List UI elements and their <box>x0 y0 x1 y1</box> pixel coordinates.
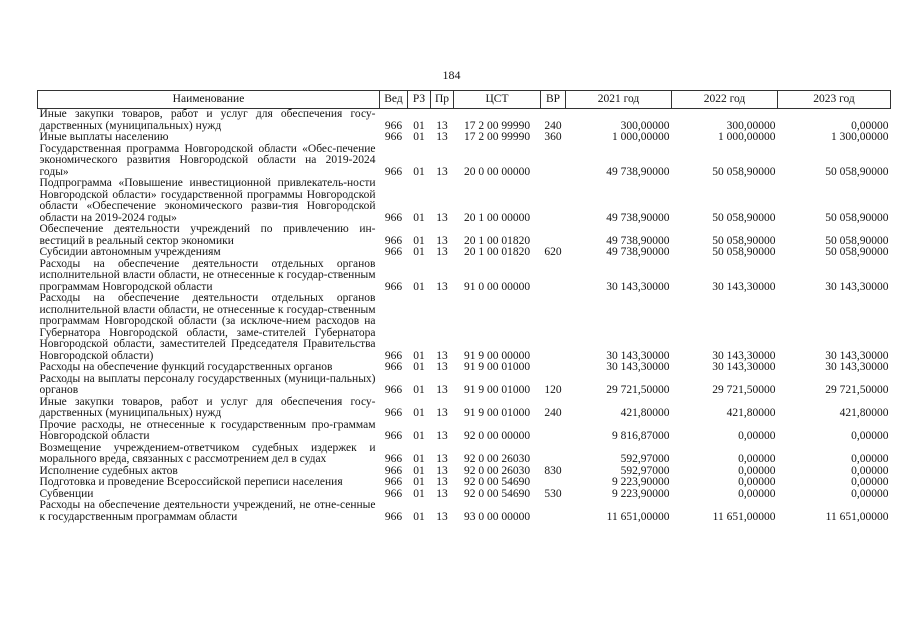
cell-rz: 01 <box>413 510 425 523</box>
cell-name: Возмещение учреждением-ответчиком судебных издержек и морального вреда, связанных с рассмотрением дел в судах <box>39 441 376 465</box>
cell-pr: 13 <box>436 407 448 419</box>
cell-ved: 966 <box>384 246 403 258</box>
cell-2023: 50 058,90000 <box>825 211 889 224</box>
table-row <box>38 178 891 224</box>
cell-rz: 01 <box>413 476 425 488</box>
table-row <box>38 144 891 179</box>
cell-2021: 1 000,00000 <box>612 131 670 143</box>
cell-cst: 91 0 00 00000 <box>463 280 531 293</box>
cell-ved: 966 <box>384 361 403 373</box>
cell-2022: 30 143,30000 <box>712 349 776 362</box>
cell-rz: 01 <box>413 464 425 477</box>
cell-name: Государственная программа Новгородской области «Обес-печение экономического развития Новгородской области на 2019-2024 годы» <box>39 142 376 178</box>
cell-2023: 50 058,90000 <box>825 234 889 247</box>
cell-cst: 92 0 00 26030 <box>463 453 531 465</box>
cell-2023: 29 721,50000 <box>825 384 889 396</box>
cell-2022: 50 058,90000 <box>712 165 776 178</box>
cell-2022: 29 721,50000 <box>712 384 776 396</box>
header-cst: ЦСТ <box>454 91 541 109</box>
header-2022: 2022 год <box>672 91 778 109</box>
header-2021: 2021 год <box>566 91 672 109</box>
cell-ved: 966 <box>384 119 403 132</box>
cell-2021: 9 223,90000 <box>612 476 670 488</box>
cell-2021: 592,97000 <box>620 453 670 465</box>
cell-rz: 01 <box>413 211 425 224</box>
cell-2021: 49 738,90000 <box>606 246 670 258</box>
cell-pr: 13 <box>436 280 448 293</box>
cell-cst: 20 1 00 01820 <box>463 246 531 258</box>
cell-rz: 01 <box>413 430 425 442</box>
cell-2023: 11 651,00000 <box>825 510 889 523</box>
cell-2022: 50 058,90000 <box>712 211 776 224</box>
cell-2022: 0,00000 <box>738 487 776 500</box>
cell-pr: 13 <box>436 131 448 143</box>
cell-cst: 92 0 00 00000 <box>463 430 531 442</box>
cell-vr <box>541 443 566 466</box>
cell-name: Иные закупки товаров, работ и услуг для обеспечения госу-дарственных (муниципальных) нужд <box>39 395 376 419</box>
header-rz: РЗ <box>408 91 431 109</box>
cell-rz: 01 <box>413 487 425 500</box>
cell-2023: 0,00000 <box>851 476 889 488</box>
table-row <box>38 374 891 397</box>
cell-2022: 50 058,90000 <box>712 234 776 247</box>
cell-vr: 360 <box>544 131 562 143</box>
cell-vr: 240 <box>544 407 562 419</box>
cell-pr: 13 <box>436 453 448 465</box>
cell-vr <box>541 362 566 374</box>
cell-2022: 421,80000 <box>726 407 776 419</box>
header-vr: ВР <box>541 91 566 109</box>
table-row <box>38 247 891 259</box>
cell-2021: 300,00000 <box>620 119 670 132</box>
cell-2021: 30 143,30000 <box>606 361 670 373</box>
cell-ved: 966 <box>384 430 403 442</box>
cell-2021: 592,97000 <box>620 464 670 477</box>
cell-vr: 830 <box>544 464 562 477</box>
cell-2021: 9 816,87000 <box>612 430 670 442</box>
cell-vr: 120 <box>544 384 562 396</box>
cell-ved: 966 <box>384 165 403 178</box>
cell-rz: 01 <box>413 119 425 132</box>
cell-ved: 966 <box>384 476 403 488</box>
table-row <box>38 420 891 443</box>
table-row <box>38 132 891 144</box>
cell-2023: 1 300,00000 <box>831 131 889 143</box>
cell-2022: 0,00000 <box>738 453 776 465</box>
cell-ved: 966 <box>384 280 403 293</box>
cell-pr: 13 <box>436 234 448 247</box>
cell-rz: 01 <box>413 165 425 178</box>
cell-name: Расходы на выплаты персоналу государственных (муници-пальных) органов <box>39 372 376 396</box>
cell-ved: 966 <box>384 131 403 143</box>
cell-pr: 13 <box>436 510 448 523</box>
cell-2021: 9 223,90000 <box>612 487 670 500</box>
cell-rz: 01 <box>413 349 425 362</box>
cell-name: Подготовка и проведение Всероссийской переписи населения <box>39 476 343 488</box>
cell-rz: 01 <box>413 246 425 258</box>
header-ved: Вед <box>380 91 408 109</box>
cell-name: Расходы на обеспечение деятельности отдельных органов исполнительной власти области, не отнесенные к государ-ственным программам Новгородской области (за исключе-нием расходов на Губернатора Новгородской области, заме-стителей Губернатора Новгородской области, заместителей Председателя Правительства Новгородской области) <box>39 292 376 362</box>
cell-2022: 0,00000 <box>738 476 776 488</box>
cell-vr <box>541 477 566 489</box>
cell-vr: 530 <box>544 487 562 500</box>
table-row <box>38 500 891 523</box>
table-row <box>38 477 891 489</box>
cell-2021: 49 738,90000 <box>606 165 670 178</box>
header-name: Наименование <box>38 91 380 109</box>
cell-2022: 30 143,30000 <box>712 361 776 373</box>
cell-pr: 13 <box>436 464 448 477</box>
table-row <box>38 397 891 420</box>
cell-name: Субсидии автономным учреждениям <box>39 246 221 258</box>
header-pr: Пр <box>431 91 454 109</box>
page-number: 184 <box>442 68 461 82</box>
cell-pr: 13 <box>436 349 448 362</box>
cell-2023: 0,00000 <box>851 430 889 442</box>
table-header-row <box>38 91 891 109</box>
cell-pr: 13 <box>436 211 448 224</box>
cell-2021: 30 143,30000 <box>606 280 670 293</box>
cell-rz: 01 <box>413 453 425 465</box>
table-row <box>38 443 891 466</box>
budget-table <box>37 90 891 523</box>
cell-cst: 20 1 00 00000 <box>463 211 531 224</box>
cell-cst: 17 2 00 99990 <box>463 131 531 143</box>
cell-2021: 30 143,30000 <box>606 349 670 362</box>
cell-pr: 13 <box>436 246 448 258</box>
cell-2023: 50 058,90000 <box>825 246 889 258</box>
cell-name: Иные выплаты населению <box>39 131 169 143</box>
table-row <box>38 259 891 294</box>
cell-rz: 01 <box>413 131 425 143</box>
cell-name: Исполнение судебных актов <box>39 464 178 477</box>
cell-name: Прочие расходы, не отнесенные к государственным про-граммам Новгородской области <box>39 418 376 442</box>
cell-cst: 17 2 00 99990 <box>463 119 531 132</box>
cell-ved: 966 <box>384 510 403 523</box>
cell-2022: 1 000,00000 <box>718 131 776 143</box>
cell-2021: 11 651,00000 <box>606 510 670 523</box>
cell-ved: 966 <box>384 234 403 247</box>
cell-2022: 300,00000 <box>726 119 776 132</box>
cell-cst: 92 0 00 54690 <box>463 487 531 500</box>
cell-pr: 13 <box>436 165 448 178</box>
cell-ved: 966 <box>384 407 403 419</box>
cell-2023: 30 143,30000 <box>825 361 889 373</box>
cell-ved: 966 <box>384 453 403 465</box>
cell-cst: 91 9 00 01000 <box>463 384 531 396</box>
cell-name: Подпрограмма «Повышение инвестиционной привлекатель-ности Новгородской области» государственной программы Новгородской области «Обеспечение экономического разви-тия Новгородской области на 2019-2024 годы» <box>39 177 376 224</box>
cell-name: Субвенции <box>39 487 94 500</box>
cell-rz: 01 <box>413 280 425 293</box>
cell-pr: 13 <box>436 119 448 132</box>
cell-pr: 13 <box>436 361 448 373</box>
cell-name: Иные закупки товаров, работ и услуг для обеспечения госу-дарственных (муниципальных) нужд <box>39 108 376 132</box>
cell-2021: 29 721,50000 <box>606 384 670 396</box>
cell-2023: 30 143,30000 <box>825 349 889 362</box>
cell-2023: 0,00000 <box>851 487 889 500</box>
table-row <box>38 109 891 133</box>
cell-cst: 20 0 00 00000 <box>463 165 531 178</box>
cell-pr: 13 <box>436 384 448 396</box>
cell-rz: 01 <box>413 384 425 396</box>
cell-name: Расходы на обеспечение функций государственных органов <box>39 361 333 373</box>
cell-cst: 92 0 00 54690 <box>463 476 531 488</box>
cell-ved: 966 <box>384 464 403 477</box>
cell-2022: 0,00000 <box>738 464 776 477</box>
cell-2021: 49 738,90000 <box>606 234 670 247</box>
cell-cst: 93 0 00 00000 <box>463 510 531 523</box>
cell-cst: 91 9 00 00000 <box>463 349 531 362</box>
cell-cst: 20 1 00 01820 <box>463 234 531 247</box>
cell-ved: 966 <box>384 487 403 500</box>
cell-vr <box>541 224 566 247</box>
table-row <box>38 293 891 362</box>
cell-vr <box>541 293 566 362</box>
cell-rz: 01 <box>413 407 425 419</box>
cell-2023: 0,00000 <box>851 464 889 477</box>
table-row <box>38 224 891 247</box>
cell-ved: 966 <box>384 384 403 396</box>
cell-2022: 30 143,30000 <box>712 280 776 293</box>
cell-vr <box>541 178 566 224</box>
cell-2023: 0,00000 <box>851 453 889 465</box>
cell-vr <box>541 420 566 443</box>
cell-pr: 13 <box>436 430 448 442</box>
cell-ved: 966 <box>384 349 403 362</box>
cell-name: Расходы на обеспечение деятельности отдельных органов исполнительной власти области, не отнесенные к государ-ственным программам Новгородской области <box>39 257 376 293</box>
cell-vr <box>541 144 566 179</box>
cell-pr: 13 <box>436 476 448 488</box>
cell-2021: 421,80000 <box>620 407 670 419</box>
cell-vr <box>541 500 566 523</box>
cell-vr: 240 <box>544 119 562 132</box>
cell-2023: 30 143,30000 <box>825 280 889 293</box>
cell-vr: 620 <box>544 246 562 258</box>
cell-vr <box>541 259 566 294</box>
cell-2022: 50 058,90000 <box>712 246 776 258</box>
table-row <box>38 362 891 374</box>
cell-2021: 49 738,90000 <box>606 211 670 224</box>
header-2023: 2023 год <box>778 91 891 109</box>
cell-cst: 91 9 00 01000 <box>463 407 531 419</box>
table-body <box>38 109 891 524</box>
cell-2022: 0,00000 <box>738 430 776 442</box>
cell-cst: 91 9 00 01000 <box>463 361 531 373</box>
cell-2022: 11 651,00000 <box>712 510 776 523</box>
cell-pr: 13 <box>436 487 448 500</box>
cell-rz: 01 <box>413 234 425 247</box>
cell-2023: 50 058,90000 <box>825 165 889 178</box>
cell-2023: 421,80000 <box>839 407 889 419</box>
cell-ved: 966 <box>384 211 403 224</box>
cell-rz: 01 <box>413 361 425 373</box>
cell-2023: 0,00000 <box>851 119 889 132</box>
cell-cst: 92 0 00 26030 <box>463 464 531 477</box>
cell-name: Расходы на обеспечение деятельности учреждений, не отне-сенные к государственным программам области <box>39 499 376 523</box>
cell-name: Обеспечение деятельности учреждений по привлечению ин-вестиций в реальный сектор экономики <box>39 223 376 247</box>
